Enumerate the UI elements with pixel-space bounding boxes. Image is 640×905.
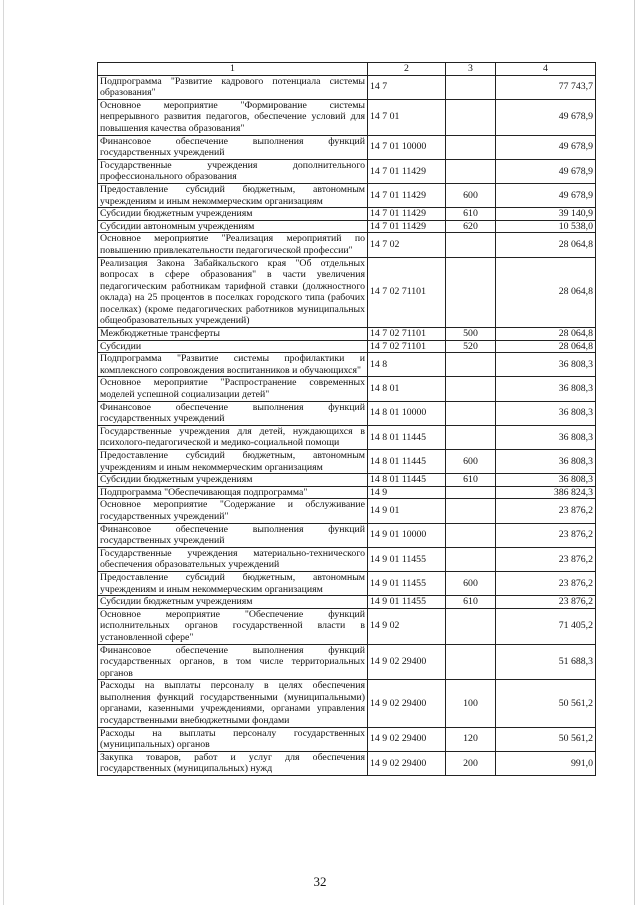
row-code-cell: 14 7 01 11429: [368, 208, 446, 221]
row-expense-type-cell: 200: [446, 751, 496, 775]
table-row: [98, 644, 596, 680]
row-code-cell: 14 9 02 29400: [368, 680, 446, 727]
row-expense-type-cell: 100: [446, 680, 496, 727]
row-expense-type-cell: [446, 523, 496, 547]
table-row: [98, 401, 596, 425]
row-name-cell: Основное мероприятие "Содержание и обслуживание государственных учреждений": [98, 499, 368, 523]
row-expense-type-cell: [446, 547, 496, 571]
row-code-cell: 14 9 01: [368, 499, 446, 523]
row-name-cell: Реализация Закона Забайкальского края "Об отдельных вопросах в сфере образования" в части увеличения педагогическим работникам тарифной ставки (должностного оклада) на 25 процентов в поселках городского типа (рабочих поселках) (кроме педагогических работников муниципальных общеобразовательных учреждений): [98, 257, 368, 328]
row-name-cell: Предоставление субсидий бюджетным, автономным учреждениям и иным некоммерческим организациям: [98, 571, 368, 595]
row-amount-cell: 36 808,3: [496, 353, 596, 377]
row-code-cell: 14 7 01 11429: [368, 220, 446, 233]
row-name-cell: Подпрограмма "Обеспечивающая подпрограмма": [98, 486, 368, 499]
row-expense-type-cell: 620: [446, 220, 496, 233]
row-code-cell: 14 9 01 10000: [368, 523, 446, 547]
row-expense-type-cell: [446, 257, 496, 328]
row-code-cell: 14 7 01 11429: [368, 159, 446, 183]
row-amount-cell: 28 064,8: [496, 233, 596, 257]
table-row: [98, 159, 596, 183]
row-expense-type-cell: [446, 353, 496, 377]
table-row: [98, 135, 596, 159]
row-amount-cell: 10 538,0: [496, 220, 596, 233]
row-expense-type-cell: [446, 135, 496, 159]
row-code-cell: 14 9 02 29400: [368, 727, 446, 751]
table-row: [98, 377, 596, 401]
row-code-cell: 14 8 01: [368, 377, 446, 401]
row-name-cell: Межбюджетные трансферты: [98, 328, 368, 341]
row-name-cell: Государственные учреждения для детей, нуждающихся в психолого-педагогической и медико-социальной помощи: [98, 425, 368, 449]
table-row: [98, 353, 596, 377]
table-row: [98, 523, 596, 547]
row-expense-type-cell: 600: [446, 450, 496, 474]
table-row: [98, 75, 596, 99]
row-expense-type-cell: 600: [446, 183, 496, 207]
row-name-cell: Расходы на выплаты персоналу в целях обеспечения выполнения функций государственными (муниципальными) органами, казенными учреждениями, органами управления государственными внебюджетными фондами: [98, 680, 368, 727]
row-name-cell: Основное мероприятие "Обеспечение функций исполнительных органов государственной власти в установленной сфере": [98, 608, 368, 644]
row-amount-cell: 36 808,3: [496, 425, 596, 449]
row-amount-cell: 23 876,2: [496, 547, 596, 571]
row-code-cell: 14 7 02 71101: [368, 340, 446, 353]
row-name-cell: Государственные учреждения материально-технического обеспечения образовательных учреждений: [98, 547, 368, 571]
row-amount-cell: 23 876,2: [496, 499, 596, 523]
row-name-cell: Основное мероприятие "Реализация мероприятий по повышению привлекательности педагогической профессии": [98, 233, 368, 257]
scan-edge-right: [634, 0, 635, 905]
row-name-cell: Основное мероприятие "Формирование системы непрерывного развития педагогов, обеспечение условий для повышения качества образования": [98, 99, 368, 135]
row-amount-cell: 23 876,2: [496, 523, 596, 547]
row-name-cell: Субсидии бюджетным учреждениям: [98, 208, 368, 221]
table-row: [98, 233, 596, 257]
table-row: [98, 208, 596, 221]
row-code-cell: 14 8 01 11445: [368, 450, 446, 474]
row-code-cell: 14 9 02: [368, 608, 446, 644]
row-amount-cell: 36 808,3: [496, 377, 596, 401]
row-name-cell: Подпрограмма "Развитие кадрового потенциала системы образования": [98, 75, 368, 99]
table-row: [98, 486, 596, 499]
row-amount-cell: 77 743,7: [496, 75, 596, 99]
column-header: 2: [368, 63, 446, 76]
row-amount-cell: 51 688,3: [496, 644, 596, 680]
row-name-cell: Подпрограмма "Развитие системы профилактики и комплексного сопровождения воспитанников и обучающихся": [98, 353, 368, 377]
table-row: [98, 596, 596, 609]
page-number: 32: [313, 874, 327, 889]
row-name-cell: Субсидии автономным учреждениям: [98, 220, 368, 233]
row-expense-type-cell: [446, 377, 496, 401]
table-row: [98, 257, 596, 328]
row-name-cell: Субсидии: [98, 340, 368, 353]
table-row: [98, 340, 596, 353]
row-code-cell: 14 9: [368, 486, 446, 499]
row-expense-type-cell: [446, 486, 496, 499]
row-expense-type-cell: [446, 233, 496, 257]
table-row: [98, 328, 596, 341]
row-expense-type-cell: [446, 99, 496, 135]
row-amount-cell: 23 876,2: [496, 596, 596, 609]
row-amount-cell: 49 678,9: [496, 183, 596, 207]
table-body: [98, 75, 596, 775]
row-code-cell: 14 9 01 11455: [368, 596, 446, 609]
row-expense-type-cell: [446, 401, 496, 425]
row-code-cell: 14 9 01 11455: [368, 571, 446, 595]
row-name-cell: Предоставление субсидий бюджетным, автономным учреждениям и иным некоммерческим организациям: [98, 450, 368, 474]
row-amount-cell: 28 064,8: [496, 328, 596, 341]
row-name-cell: Финансовое обеспечение выполнения функций государственных органов, в том числе территориальных органов: [98, 644, 368, 680]
row-amount-cell: 28 064,8: [496, 340, 596, 353]
table-row: [98, 680, 596, 727]
row-code-cell: 14 7 02: [368, 233, 446, 257]
row-code-cell: 14 7 01 10000: [368, 135, 446, 159]
row-expense-type-cell: 610: [446, 474, 496, 487]
row-amount-cell: 36 808,3: [496, 450, 596, 474]
row-code-cell: 14 9 02 29400: [368, 751, 446, 775]
row-expense-type-cell: [446, 644, 496, 680]
row-amount-cell: 28 064,8: [496, 257, 596, 328]
row-expense-type-cell: [446, 159, 496, 183]
row-code-cell: 14 8: [368, 353, 446, 377]
row-name-cell: Предоставление субсидий бюджетным, автономным учреждениям и иным некоммерческим организациям: [98, 183, 368, 207]
row-name-cell: Финансовое обеспечение выполнения функций государственных учреждений: [98, 523, 368, 547]
table-header-row: [98, 63, 596, 76]
row-amount-cell: 23 876,2: [496, 571, 596, 595]
row-name-cell: Субсидии бюджетным учреждениям: [98, 474, 368, 487]
row-name-cell: Расходы на выплаты персоналу государственных (муниципальных) органов: [98, 727, 368, 751]
column-header: 4: [496, 63, 596, 76]
row-name-cell: Основное мероприятие "Распространение современных моделей успешной социализации детей": [98, 377, 368, 401]
row-name-cell: Финансовое обеспечение выполнения функций государственных учреждений: [98, 401, 368, 425]
row-amount-cell: 71 405,2: [496, 608, 596, 644]
row-code-cell: 14 7 01: [368, 99, 446, 135]
table-row: [98, 499, 596, 523]
row-amount-cell: 49 678,9: [496, 135, 596, 159]
row-amount-cell: 991,0: [496, 751, 596, 775]
scan-edge-left: [3, 0, 4, 905]
column-header: 1: [98, 63, 368, 76]
row-code-cell: 14 9 01 11455: [368, 547, 446, 571]
row-code-cell: 14 7 02 71101: [368, 328, 446, 341]
row-amount-cell: 49 678,9: [496, 159, 596, 183]
table-row: [98, 99, 596, 135]
row-code-cell: 14 7: [368, 75, 446, 99]
row-expense-type-cell: [446, 499, 496, 523]
budget-table: [97, 62, 596, 776]
row-code-cell: 14 9 02 29400: [368, 644, 446, 680]
row-amount-cell: 36 808,3: [496, 474, 596, 487]
row-expense-type-cell: 520: [446, 340, 496, 353]
table-row: [98, 220, 596, 233]
row-expense-type-cell: [446, 608, 496, 644]
row-expense-type-cell: 500: [446, 328, 496, 341]
row-name-cell: Государственные учреждения дополнительного профессионального образования: [98, 159, 368, 183]
row-code-cell: 14 7 01 11429: [368, 183, 446, 207]
row-code-cell: 14 8 01 11445: [368, 474, 446, 487]
row-amount-cell: 50 561,2: [496, 680, 596, 727]
table-row: [98, 547, 596, 571]
row-name-cell: Финансовое обеспечение выполнения функций государственных учреждений: [98, 135, 368, 159]
row-amount-cell: 50 561,2: [496, 727, 596, 751]
table-row: [98, 608, 596, 644]
row-expense-type-cell: [446, 425, 496, 449]
table-row: [98, 751, 596, 775]
row-expense-type-cell: 610: [446, 208, 496, 221]
table-row: [98, 425, 596, 449]
row-name-cell: Субсидии бюджетным учреждениям: [98, 596, 368, 609]
table-row: [98, 727, 596, 751]
row-expense-type-cell: 600: [446, 571, 496, 595]
table-row: [98, 571, 596, 595]
row-code-cell: 14 8 01 11445: [368, 425, 446, 449]
row-expense-type-cell: 610: [446, 596, 496, 609]
row-amount-cell: 39 140,9: [496, 208, 596, 221]
row-expense-type-cell: 120: [446, 727, 496, 751]
table-row: [98, 474, 596, 487]
row-expense-type-cell: [446, 75, 496, 99]
row-code-cell: 14 8 01 10000: [368, 401, 446, 425]
column-header: 3: [446, 63, 496, 76]
table-row: [98, 183, 596, 207]
row-amount-cell: 49 678,9: [496, 99, 596, 135]
row-amount-cell: 36 808,3: [496, 401, 596, 425]
table-row: [98, 450, 596, 474]
row-code-cell: 14 7 02 71101: [368, 257, 446, 328]
row-amount-cell: 386 824,3: [496, 486, 596, 499]
row-name-cell: Закупка товаров, работ и услуг для обеспечения государственных (муниципальных) нужд: [98, 751, 368, 775]
